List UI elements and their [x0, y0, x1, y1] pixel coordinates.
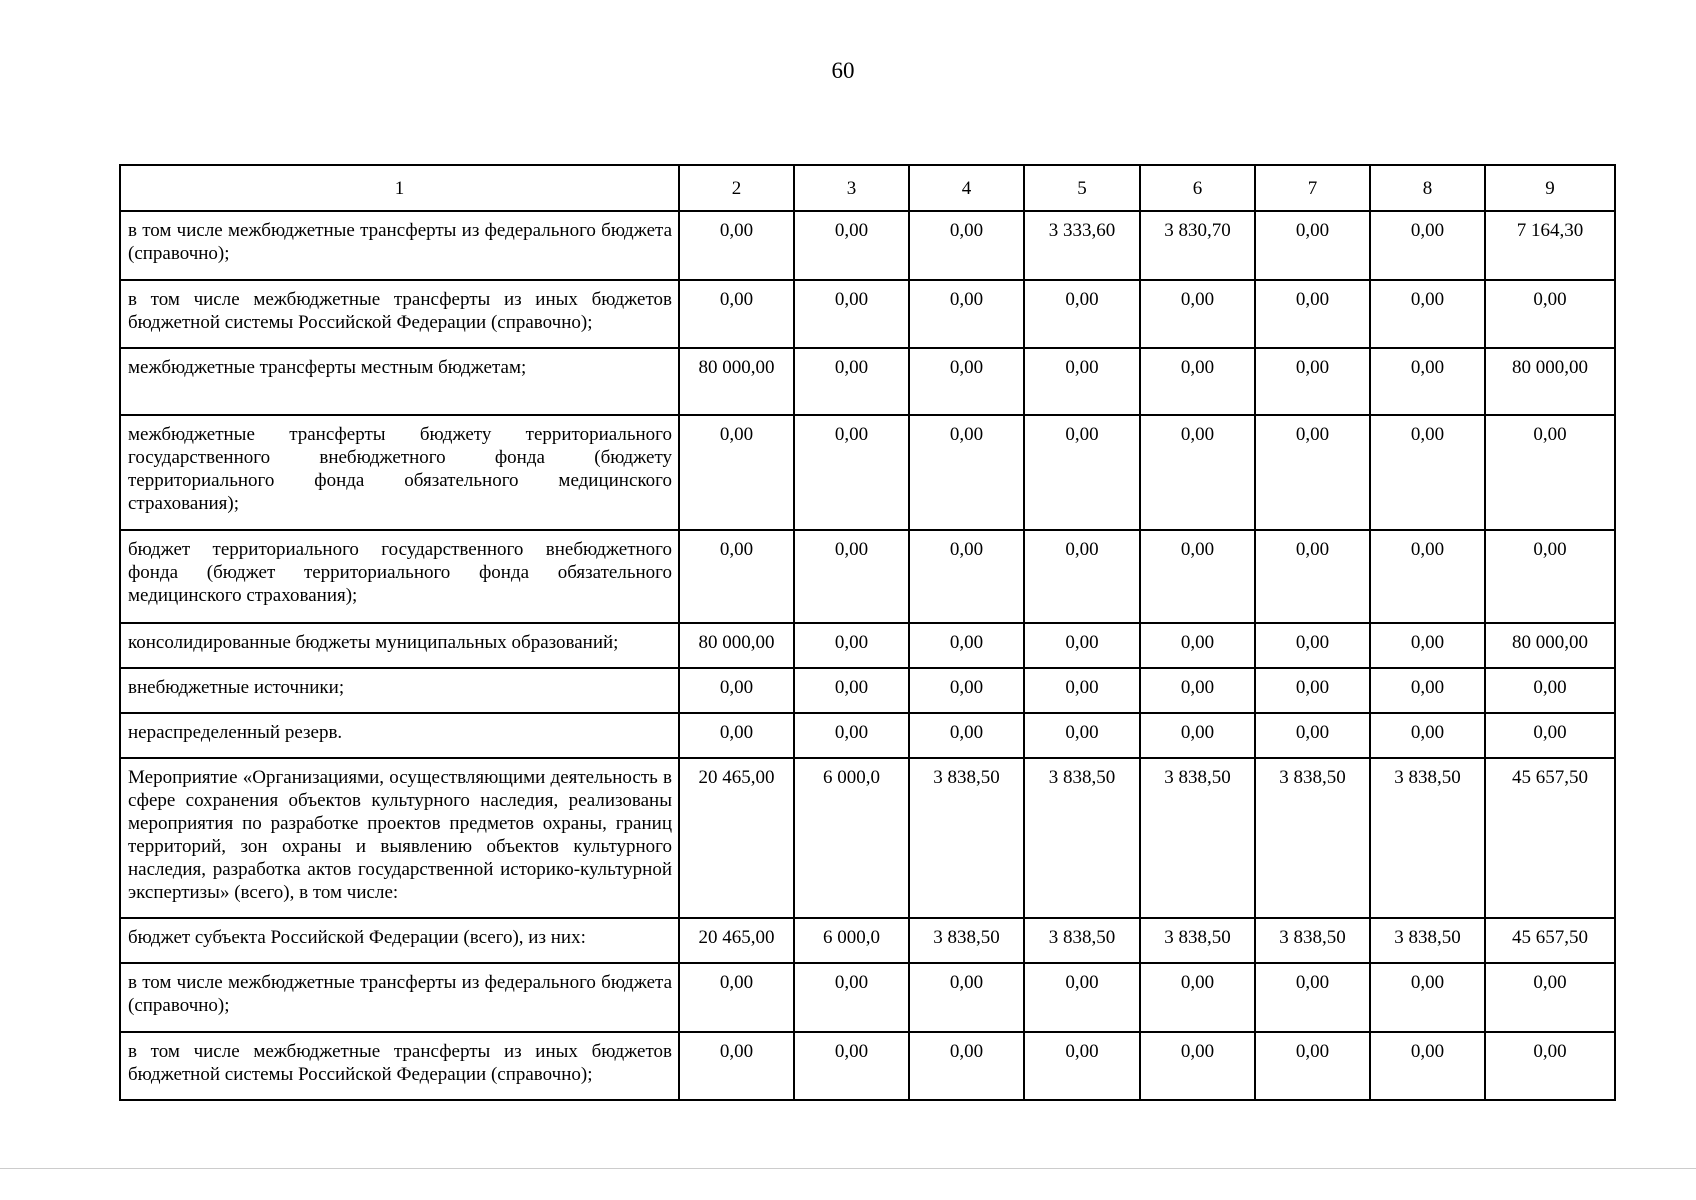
- row-label: консолидированные бюджеты муниципальных образований;: [120, 623, 679, 668]
- value-cell: 0,00: [794, 623, 909, 668]
- value-cell: 0,00: [909, 211, 1024, 280]
- value-cell: 0,00: [794, 668, 909, 713]
- value-cell: 0,00: [1140, 963, 1255, 1032]
- column-header: 6: [1140, 165, 1255, 211]
- row-label: в том числе межбюджетные трансферты из иных бюджетов бюджетной системы Российской Федерации (справочно);: [120, 1032, 679, 1100]
- value-cell: 0,00: [1140, 280, 1255, 348]
- value-cell: 3 838,50: [1140, 918, 1255, 963]
- row-label: межбюджетные трансферты местным бюджетам;: [120, 348, 679, 415]
- value-cell: 80 000,00: [1485, 623, 1615, 668]
- row-label: в том числе межбюджетные трансферты из федерального бюджета (справочно);: [120, 963, 679, 1032]
- value-cell: 7 164,30: [1485, 211, 1615, 280]
- value-cell: 0,00: [679, 1032, 794, 1100]
- value-cell: 80 000,00: [679, 623, 794, 668]
- value-cell: 0,00: [1485, 280, 1615, 348]
- column-header: 5: [1024, 165, 1140, 211]
- page-bottom-divider: [0, 1168, 1696, 1169]
- value-cell: 45 657,50: [1485, 918, 1615, 963]
- value-cell: 0,00: [1255, 963, 1370, 1032]
- value-cell: 0,00: [1370, 211, 1485, 280]
- value-cell: 6 000,0: [794, 758, 909, 918]
- value-cell: 0,00: [1255, 530, 1370, 623]
- header-row: [120, 165, 1615, 211]
- value-cell: 0,00: [909, 963, 1024, 1032]
- value-cell: 0,00: [1024, 963, 1140, 1032]
- column-header: 8: [1370, 165, 1485, 211]
- value-cell: 0,00: [679, 415, 794, 530]
- value-cell: 0,00: [1024, 280, 1140, 348]
- value-cell: 0,00: [1140, 1032, 1255, 1100]
- value-cell: 20 465,00: [679, 758, 794, 918]
- value-cell: 0,00: [909, 1032, 1024, 1100]
- value-cell: 0,00: [1140, 415, 1255, 530]
- table-row: [120, 668, 1615, 713]
- row-label: бюджет территориального государственного внебюджетного фонда (бюджет территориального фонда обязательного медицинского страхования);: [120, 530, 679, 623]
- value-cell: 0,00: [1024, 713, 1140, 758]
- row-label: внебюджетные источники;: [120, 668, 679, 713]
- value-cell: 0,00: [794, 415, 909, 530]
- row-label: межбюджетные трансферты бюджету территориального государственного внебюджетного фонда (бюджету территориального фонда обязательного медицинского страхования);: [120, 415, 679, 530]
- row-label: Мероприятие «Организациями, осуществляющими деятельность в сфере сохранения объектов культурного наследия, реализованы мероприятия по разработке проектов предметов охраны, границ территорий, зон охраны и выявлению объектов культурного наследия, разработка актов государственной историко-культурной экспертизы» (всего), в том числе:: [120, 758, 679, 918]
- row-label: в том числе межбюджетные трансферты из федерального бюджета (справочно);: [120, 211, 679, 280]
- value-cell: 0,00: [1140, 623, 1255, 668]
- value-cell: 3 838,50: [909, 758, 1024, 918]
- table-body: [120, 165, 1615, 1100]
- value-cell: 0,00: [1255, 415, 1370, 530]
- value-cell: 0,00: [1485, 713, 1615, 758]
- value-cell: 0,00: [794, 348, 909, 415]
- value-cell: 0,00: [1255, 1032, 1370, 1100]
- value-cell: 3 838,50: [1255, 918, 1370, 963]
- value-cell: 0,00: [1370, 1032, 1485, 1100]
- value-cell: 0,00: [909, 348, 1024, 415]
- value-cell: 0,00: [1140, 530, 1255, 623]
- value-cell: 0,00: [909, 415, 1024, 530]
- value-cell: 0,00: [794, 713, 909, 758]
- value-cell: 0,00: [1024, 415, 1140, 530]
- value-cell: 0,00: [679, 280, 794, 348]
- value-cell: 0,00: [1485, 963, 1615, 1032]
- value-cell: 45 657,50: [1485, 758, 1615, 918]
- value-cell: 0,00: [1370, 530, 1485, 623]
- budget-table: [119, 164, 1616, 1101]
- value-cell: 0,00: [794, 211, 909, 280]
- value-cell: 0,00: [1024, 348, 1140, 415]
- value-cell: 0,00: [794, 1032, 909, 1100]
- value-cell: 0,00: [679, 668, 794, 713]
- value-cell: 6 000,0: [794, 918, 909, 963]
- value-cell: 0,00: [1140, 668, 1255, 713]
- table-row: [120, 1032, 1615, 1100]
- value-cell: 3 838,50: [1024, 758, 1140, 918]
- page-number: 60: [831, 58, 855, 83]
- value-cell: 0,00: [1485, 668, 1615, 713]
- value-cell: 0,00: [909, 713, 1024, 758]
- value-cell: 0,00: [909, 530, 1024, 623]
- value-cell: 0,00: [1255, 348, 1370, 415]
- value-cell: 0,00: [679, 713, 794, 758]
- value-cell: 80 000,00: [679, 348, 794, 415]
- value-cell: 0,00: [1370, 415, 1485, 530]
- column-header: 9: [1485, 165, 1615, 211]
- value-cell: 3 838,50: [1255, 758, 1370, 918]
- table-row: [120, 530, 1615, 623]
- value-cell: 0,00: [1370, 963, 1485, 1032]
- value-cell: 0,00: [1370, 668, 1485, 713]
- value-cell: 0,00: [794, 963, 909, 1032]
- table-row: [120, 348, 1615, 415]
- table-row: [120, 415, 1615, 530]
- value-cell: 0,00: [909, 623, 1024, 668]
- table-row: [120, 758, 1615, 918]
- column-header: 4: [909, 165, 1024, 211]
- value-cell: 0,00: [1255, 623, 1370, 668]
- table-row: [120, 280, 1615, 348]
- value-cell: 0,00: [1485, 530, 1615, 623]
- row-label: нераспределенный резерв.: [120, 713, 679, 758]
- value-cell: 0,00: [1370, 713, 1485, 758]
- value-cell: 0,00: [1255, 713, 1370, 758]
- value-cell: 0,00: [1255, 280, 1370, 348]
- value-cell: 0,00: [1024, 530, 1140, 623]
- column-header: 7: [1255, 165, 1370, 211]
- value-cell: 0,00: [679, 963, 794, 1032]
- value-cell: 0,00: [1255, 211, 1370, 280]
- value-cell: 0,00: [1024, 668, 1140, 713]
- value-cell: 3 333,60: [1024, 211, 1140, 280]
- value-cell: 0,00: [909, 280, 1024, 348]
- value-cell: 3 838,50: [1370, 758, 1485, 918]
- value-cell: 0,00: [794, 280, 909, 348]
- row-label: бюджет субъекта Российской Федерации (всего), из них:: [120, 918, 679, 963]
- value-cell: 0,00: [794, 530, 909, 623]
- value-cell: 0,00: [1485, 1032, 1615, 1100]
- value-cell: 0,00: [679, 211, 794, 280]
- row-label: в том числе межбюджетные трансферты из иных бюджетов бюджетной системы Российской Федерации (справочно);: [120, 280, 679, 348]
- value-cell: 0,00: [1255, 668, 1370, 713]
- value-cell: 3 838,50: [1370, 918, 1485, 963]
- value-cell: 0,00: [1370, 348, 1485, 415]
- table-row: [120, 713, 1615, 758]
- value-cell: 0,00: [1485, 415, 1615, 530]
- value-cell: 0,00: [1024, 1032, 1140, 1100]
- value-cell: 3 838,50: [1140, 758, 1255, 918]
- value-cell: 0,00: [1370, 623, 1485, 668]
- value-cell: 80 000,00: [1485, 348, 1615, 415]
- column-header: 2: [679, 165, 794, 211]
- value-cell: 3 838,50: [909, 918, 1024, 963]
- table-row: [120, 211, 1615, 280]
- value-cell: 3 838,50: [1024, 918, 1140, 963]
- value-cell: 0,00: [1140, 348, 1255, 415]
- table-row: [120, 918, 1615, 963]
- value-cell: 0,00: [679, 530, 794, 623]
- value-cell: 0,00: [909, 668, 1024, 713]
- value-cell: 0,00: [1024, 623, 1140, 668]
- column-header: 1: [120, 165, 679, 211]
- value-cell: 0,00: [1140, 713, 1255, 758]
- value-cell: 3 830,70: [1140, 211, 1255, 280]
- value-cell: 0,00: [1370, 280, 1485, 348]
- table-row: [120, 963, 1615, 1032]
- column-header: 3: [794, 165, 909, 211]
- table-row: [120, 623, 1615, 668]
- value-cell: 20 465,00: [679, 918, 794, 963]
